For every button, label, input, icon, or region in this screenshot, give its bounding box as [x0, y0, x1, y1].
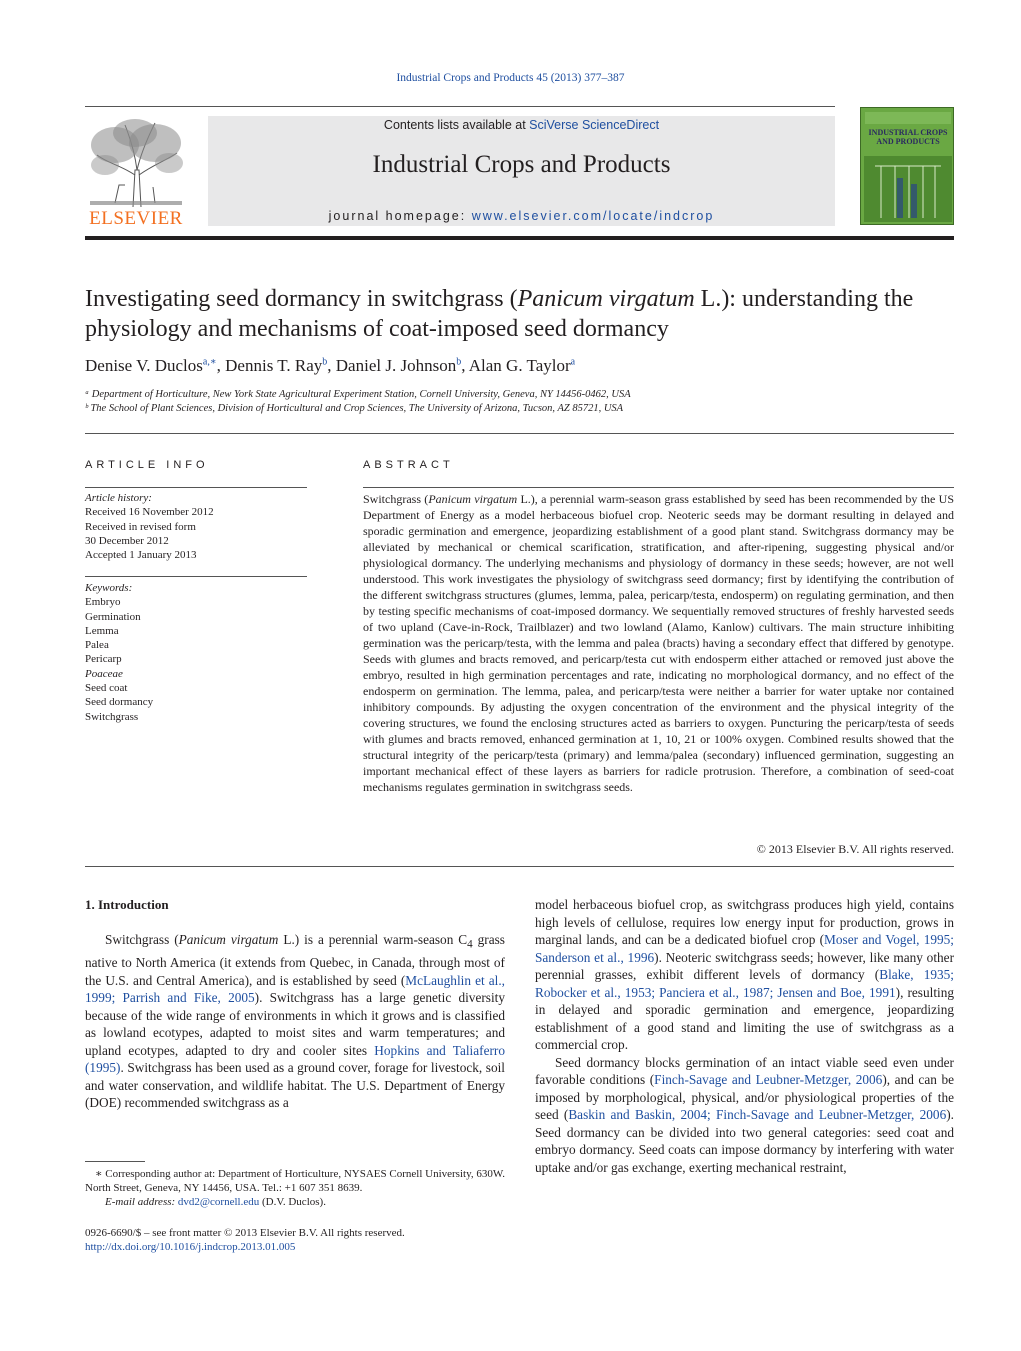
keyword-item: Switchgrass	[85, 710, 139, 723]
sciencedirect-link[interactable]: SciVerse ScienceDirect	[529, 118, 660, 132]
footnote-text: ∗ Corresponding author at: Department of Horticulture, NYSAES Cornell University, 630W. North Street, Geneva, NY 14456, USA. Tel.: +1 607 351 8639.	[85, 1168, 505, 1194]
author-separator: ,	[216, 356, 226, 375]
author-name[interactable]: Dennis T. Ray	[225, 356, 323, 375]
keyword-item: Palea	[85, 639, 109, 652]
title-part-1: Investigating seed dormancy in switchgrass (	[85, 286, 518, 312]
keyword-item: Embryo	[85, 596, 121, 609]
keyword-item: Lemma	[85, 624, 119, 637]
text-run: ). Seed dormancy can be divided into two general categories: seed coat and embryo dormancy. Seed coats can impose dormancy by interfering with water uptake and/or gas exchange, exerting mechanical restraint,	[535, 1107, 954, 1175]
keyword-item: Poaceae	[85, 667, 123, 680]
article-info-rule	[85, 487, 307, 488]
article-title	[85, 284, 965, 344]
keyword-item: Seed coat	[85, 682, 128, 695]
email-label: E-mail address:	[105, 1196, 178, 1208]
article-info-heading: ARTICLE INFO	[85, 459, 209, 471]
title-species: Panicum virgatum	[517, 286, 695, 312]
text-run: model herbaceous biofuel crop, as switchgrass produces high yield, contains high levels of cellulose, requires low energy input for production, grows in marginal lands, and can be a dedicated biofuel crop (	[535, 897, 954, 947]
citation-link[interactable]: McLaughlin et al., 1999; Parrish and Fike, 2005	[85, 972, 505, 1006]
title-bottom-rule	[85, 433, 954, 434]
issn-line: 0926-6690/$ – see front matter © 2013 Elsevier B.V. All rights reserved.	[85, 1227, 405, 1239]
email-link[interactable]: dvd2@cornell.edu	[177, 1196, 260, 1208]
journal-name: Industrial Crops and Products	[372, 151, 671, 178]
history-item: 30 December 2012	[85, 534, 169, 547]
keyword-item: Pericarp	[85, 653, 122, 666]
abstract-text	[363, 491, 954, 795]
author-name[interactable]: Daniel J. Johnson	[335, 356, 457, 375]
citation-link[interactable]: Hopkins and Taliaferro (1995)	[85, 1042, 505, 1076]
text-run: Switchgrass (	[105, 932, 179, 947]
footnote-rule	[85, 1161, 145, 1162]
text-run: grass native to North America (it extends from Quebec, in Canada, through most of the U.S. and Central America), and is established by seed (	[85, 932, 505, 988]
history-item: Received 16 November 2012	[85, 506, 214, 519]
keywords-list	[85, 581, 307, 724]
subscript: 4	[467, 938, 473, 951]
species-name: Panicum virgatum	[178, 932, 279, 947]
history-label: Article history:	[85, 492, 152, 504]
contents-line	[208, 118, 835, 132]
abstract-bottom-rule	[85, 866, 954, 867]
keyword-item: Germination	[85, 610, 141, 623]
keywords-label: Keywords:	[85, 582, 133, 594]
author-affil-marker[interactable]: b	[456, 356, 462, 368]
abstract-part: L.), a perennial warm-season grass established by seed has been recommended by the US Department of Energy as a model herbaceous biofuel crop. Neoteric seeds may be dormant resulting in delayed and sporadic germination and emergence, jeopardizing establishment of a good plant stand. Switchgrass dormancy may be alleviated by mechanical or chemical scarification, stratification, and after-ripening, suggesting physical and/or physiological dormancy. The underlying mechanisms and physiology of dormancy in these seeds; however, are not well understood. This work investigates the physiology of switchgrass seed dormancy; first by identifying the contribution of the different switchgrass structures (glumes, lemma, palea, pericarp/testa, endosperm) on regulating germination, and then by testing specific mechanisms of coat-imposed dormancy. We sequentially removed structures of freshly harvested seeds of two upland (Cave-in-Rock, Trailblazer) and two lowland (Alamo, Kanlow) cultivars. The main structure inhibiting germination was the pericarp/testa, with the lemma and palea (bracts) having a secondary effect that differed by genotype. Seeds with glumes and bracts removed, and pericarp/testa cut with endosperm either attached or removed just above the embryo, resulted in high germination percentages and rate, indicating no morphological dormancy, and no effect of the endosperm on germination. The lemma, palea, and pericarp/testa were neither a barrier for water uptake nor contained inhibitory compounds. By adjusting the oxygen concentration of the environment and the physical integrity of the covering structures, we found the enclosing structures acted as barriers to oxygen. Puncturing the pericarp/testa of seeds with glumes and bracts removed, enhanced germination at 1, 10, 21 or 100% oxygen. Combined results showed that the structural integrity of the pericarp/testa (primary) and lemma/palea (secondary) influenced germination, suggesting an important mechanical effect of these layers as barriers for radicle protrusion. Therefore, a combination of seed-coat mechanisms regulates germination in switchgrass seeds.	[363, 492, 955, 794]
text-run: ), resulting in delayed and sporadic germination and emergence, jeopardizing establishment of a good stand and limiting the use of switchgrass as a commercial crop.	[535, 984, 955, 1052]
paragraph	[85, 931, 505, 1112]
history-item: Accepted 1 January 2013	[85, 549, 197, 562]
author-list	[85, 356, 575, 376]
footnote-email-line	[85, 1195, 505, 1209]
abstract-heading: ABSTRACT	[363, 459, 454, 471]
author-separator: ,	[461, 356, 469, 375]
abstract-rule	[363, 487, 954, 488]
corresponding-author-footnote	[85, 1167, 505, 1209]
keywords-rule	[85, 576, 307, 577]
elsevier-wordmark: ELSEVIER	[89, 208, 183, 229]
text-run: Seed dormancy blocks germination of an intact viable seed even under favorable conditions (	[535, 1054, 954, 1087]
body-column-right	[535, 896, 954, 1176]
abstract-part: Switchgrass (	[363, 492, 429, 506]
text-run: L.) is a perennial warm-season C	[278, 932, 468, 947]
author-affil-marker[interactable]: b	[322, 356, 328, 368]
abstract-species: Panicum virgatum	[428, 492, 518, 506]
citation-link[interactable]: Moser and Vogel, 1995; Sanderson et al., 1996	[535, 932, 954, 965]
keyword-item: Seed dormancy	[85, 696, 154, 709]
cover-title: INDUSTRIAL CROPS AND PRODUCTS	[868, 128, 948, 146]
paragraph	[535, 1054, 954, 1177]
author-affil-marker[interactable]: a,∗	[202, 356, 217, 368]
journal-reference-link[interactable]: Industrial Crops and Products 45 (2013) 377–387	[396, 72, 625, 84]
section-heading-introduction: 1. Introduction	[85, 897, 169, 912]
email-suffix: (D.V. Duclos).	[259, 1196, 326, 1208]
article-history	[85, 491, 307, 562]
homepage-prefix: journal homepage:	[328, 209, 472, 223]
text-run: ). Switchgrass has a large genetic diversity because of the wide range of environments in which it grows and is classified as lowland ecotypes, adapted to moist sites and warm temperatures; and upland ecotypes, adapted to dry and cooler sites	[85, 990, 505, 1058]
text-run: ). Neoteric switchgrass seeds; however, like many other perennial grasses, exhibit different levels of dormancy (	[535, 949, 954, 982]
header-thick-rule	[85, 236, 954, 240]
title-part-2: L.): understanding the physiology and mechanisms of coat-imposed seed dormancy	[85, 286, 914, 342]
text-run: ), and can be imposed by morphological, physical, and/or physiological properties of the seed (	[535, 1072, 954, 1122]
author-separator: ,	[327, 356, 336, 375]
homepage-line	[208, 209, 835, 223]
header-top-rule	[85, 106, 835, 107]
body-column-left	[85, 931, 505, 1112]
journal-cover-thumbnail[interactable]	[860, 107, 954, 225]
copyright-notice: © 2013 Elsevier B.V. All rights reserved.	[756, 842, 954, 856]
citation-link[interactable]: Blake, 1935; Robocker et al., 1953; Panciera et al., 1987; Jensen and Boe, 1991	[535, 967, 954, 1000]
affiliation-a: ᵃ Department of Horticulture, New York State Agricultural Experiment Station, Cornell University, Geneva, NY 14456-0462, USA	[85, 389, 631, 400]
issn-block	[85, 1226, 405, 1254]
author-name[interactable]: Denise V. Duclos	[85, 356, 203, 375]
author-name[interactable]: Alan G. Taylor	[468, 356, 571, 375]
citation-link[interactable]: Baskin and Baskin, 2004; Finch-Savage and Leubner-Metzger, 2006	[568, 1107, 947, 1122]
contents-prefix: Contents lists available at	[383, 118, 530, 132]
homepage-link[interactable]: www.elsevier.com/locate/indcrop	[471, 209, 715, 223]
history-item: Received in revised form	[85, 520, 196, 533]
doi-link[interactable]: http://dx.doi.org/10.1016/j.indcrop.2013.01.005	[85, 1241, 296, 1253]
citation-link[interactable]: Finch-Savage and Leubner-Metzger, 2006	[654, 1072, 883, 1087]
paragraph	[535, 896, 954, 1054]
affiliation-b: ᵇ The School of Plant Sciences, Division of Horticultural and Crop Sciences, The University of Arizona, Tucson, AZ 85721, USA	[85, 403, 624, 414]
text-run: . Switchgrass has been used as a ground cover, forage for livestock, soil and water conservation, and wildlife habitat. The U.S. Department of Energy (DOE) recommended switchgrass as a	[85, 1060, 505, 1111]
author-affil-marker[interactable]: a	[570, 356, 576, 368]
